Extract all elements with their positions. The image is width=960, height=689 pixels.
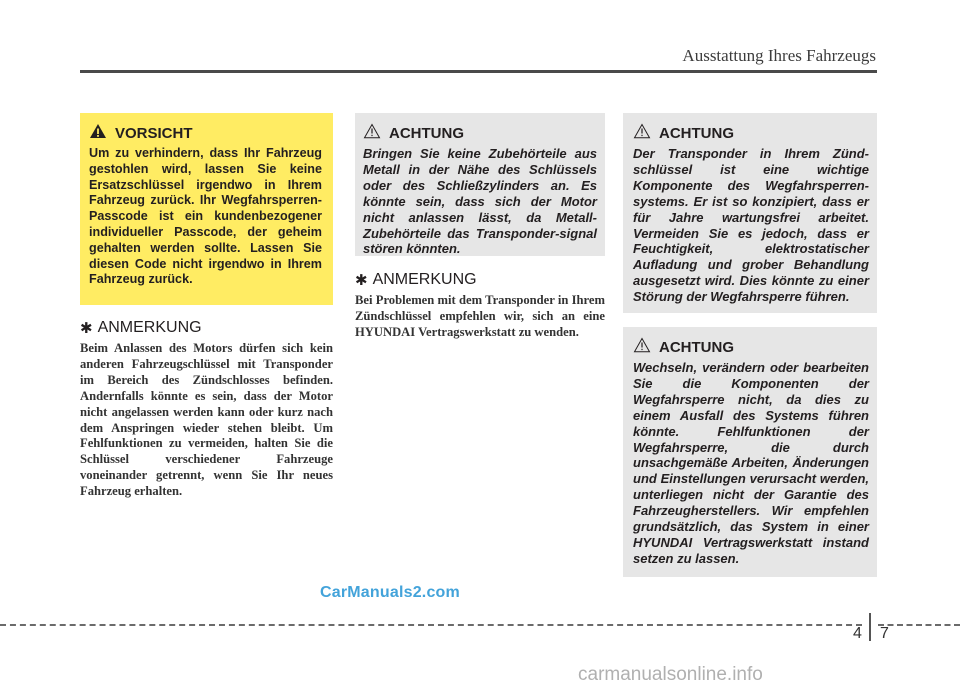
achtung-right-top-header: [633, 123, 869, 143]
star-note-icon: ✱: [355, 272, 368, 289]
vorsicht-text: Um zu verhindern, dass Ihr Fahrzeug gestohlen wird, lassen Sie keine Ersatzschlüssel irgendwo in Ihrem Fahrzeug zurück. Ihr Wegfahrsperren-Passcode ist ein kundenbezogener individueller Passcode, der geheim gehalten werden sollte. Lassen Sie diesen Code nicht irgendwo in Ihrem Fahrzeug zurück.: [89, 146, 322, 287]
anmerkung-left-text: Beim Anlassen des Motors dürfen sich kein anderen Fahrzeugschlüssel mit Transponder im Bereich des Zündschlosses befinden. Andernfalls könnte es sein, dass der Motor nicht angelassen werden kann oder kurz nach dem Anspringen wieder stehen bleibt. Um Fehlfunktionen zu vermeiden, halten Sie die Schlüssel verschiedener Fahrzeuge voneinander getrennt, wenn Sie Ihr neues Fahrzeug erhalten.: [80, 341, 333, 499]
vorsicht-title: VORSICHT: [115, 124, 193, 142]
anmerkung-left: [80, 319, 333, 500]
footer-rule-left: [0, 624, 862, 626]
anmerkung-middle-text: Bei Problemen mit dem Transponder in Ihrem Zündschlüssel empfehlen wir, sich an eine HYUNDAI Vertragswerkstatt zu wenden.: [355, 293, 605, 339]
anmerkung-left-header: [80, 319, 333, 337]
achtung-middle-header: [363, 123, 597, 143]
warning-triangle-icon: [89, 123, 107, 143]
watermark-bottom[interactable]: carmanualsonline.info: [578, 664, 763, 685]
header-rule: [80, 70, 877, 73]
vorsicht-box: [80, 113, 333, 305]
achtung-right-bottom-box: [623, 327, 877, 577]
achtung-right-top-box: [623, 113, 877, 313]
achtung-right-bottom-title: ACHTUNG: [659, 338, 734, 356]
achtung-right-bottom-text: Wechseln, verändern oder bearbeiten Sie die Komponenten der Wegfahrsperre nicht, da dies zu einem Ausfall des Systems führen könnte. Fehlfunktionen der Wegfahrsperre, die durch unsachgemäße Arbeiten, Änderungen und Einstellungen verursacht werden, unterliegen nicht der Garantie des Fahrzeugherstellers. Wir empfehlen grundsätzlich, das System in einer HYUNDAI Vertragswerkstatt instand setzen zu lassen.: [633, 360, 869, 566]
achtung-right-top-title: ACHTUNG: [659, 124, 734, 142]
warning-triangle-outline-icon: [633, 123, 651, 143]
watermark-top[interactable]: CarManuals2.com: [320, 584, 460, 601]
warning-triangle-outline-icon: [633, 337, 651, 357]
warning-triangle-outline-icon: [363, 123, 381, 143]
chapter-number: 4: [853, 625, 862, 642]
vorsicht-header: [89, 123, 322, 143]
achtung-middle-box: [355, 113, 605, 256]
achtung-right-top-text: Der Transponder in Ihrem Zünd-schlüssel ist eine wichtige Komponente des Wegfahrsperren-systems. Er ist so konzipiert, dass er für Jahre wartungsfrei arbeitet. Vermeiden Sie es jedoch, dass er Feuchtigkeit, elektrostatischer Aufladung und grober Behandlung ausgesetzt wird. Dies könnte zu einer Störung der Wegfahrsperre führen.: [633, 146, 869, 305]
page-header-title: Ausstattung Ihres Fahrzeugs: [682, 46, 876, 65]
page-number-separator: [869, 613, 871, 641]
anmerkung-middle-title: ANMERKUNG: [372, 271, 477, 288]
achtung-right-bottom-header: [633, 337, 869, 357]
page-number: 7: [880, 625, 889, 642]
achtung-middle-title: ACHTUNG: [389, 124, 464, 142]
anmerkung-left-title: ANMERKUNG: [97, 319, 202, 336]
anmerkung-middle-header: [355, 271, 605, 289]
anmerkung-middle: [355, 271, 605, 341]
star-note-icon: ✱: [80, 320, 93, 337]
achtung-middle-text: Bringen Sie keine Zubehörteile aus Metall in der Nähe des Schlüssels oder des Schließzylinders an. Es könnte sein, dass sich der Motor nicht anlassen lässt, da Metall-Zubehörteile das Transponder-signal stören könnten.: [363, 146, 597, 257]
footer-rule-right: [878, 624, 960, 626]
